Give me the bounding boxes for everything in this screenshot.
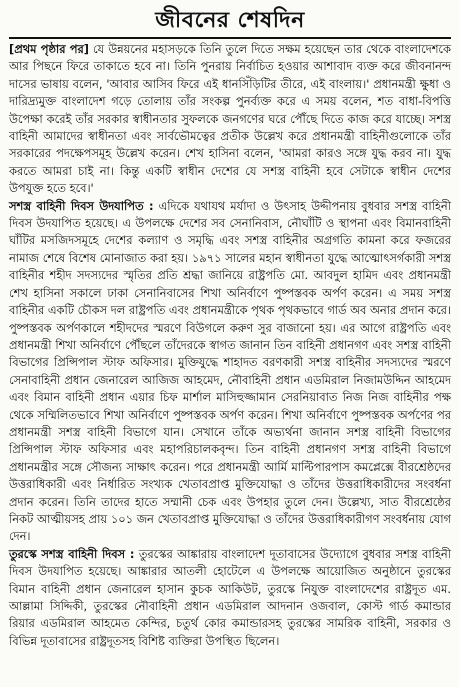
paragraph-1-text: যে উন্নয়নের মহাসড়কে তিনি তুলে দিতে সক্ষম হয়েছেন তার থেকে বাংলাদেশকে আর পিছনে ফিরে তাকাতে হবে না। তিনি পুনরায় নির্বাচিত হওয়ার আশাবাদ ব্যক্ত করে জীবনানন্দ দাসের ভাষায় বলেন, 'আবার আসিব ফিরে এই ধানসিঁড়িটির তীরে, এই বাংলায়।' প্রধানমন্ত্রী ক্ষুধা ও দারিদ্র্যমুক্ত বাংলাদেশ গড়ে তোলায় তাঁর সংকল্প পুনর্ব্যক্ত করে এ সময় বলেন, শত বাধা-বিপত্তি উপেক্ষা করেই তাঁর সরকার স্বাধীনতার সুফলকে জনগণের ঘরে পৌঁছে দিতে কাজ করে যাচ্ছে। সশস্ত্র বাহিনী আমাদের স্বাধীনতা এবং সার্বভৌমত্বের প্রতীক উল্লেখ করে প্রধানমন্ত্রী বাহিনীগুলোকে তাঁর সরকারের পদক্ষেপসমূহ উল্লেখ করেন। শেখ হাসিনা বলেন, 'আমরা কারও সঙ্গে যুদ্ধ করব না। যুদ্ধ করতে আমরা চাই না। কিন্তু একটি স্বাধীন দেশের যে সশস্ত্র বাহিনী হবে সেটাকে স্বাধীন দেশের উপযুক্ত হতে হবে।': [9, 42, 451, 196]
continuation-label: [প্রথম পৃষ্ঠার পর]: [9, 42, 90, 56]
subhead-turkey-armed-forces-day: তুরস্কে সশস্ত্র বাহিনী দিবস :: [9, 546, 135, 561]
article-paragraph-1: [9, 41, 451, 198]
paragraph-3-text: তুরস্কের আঙ্কারায় বাংলাদেশ দূতাবাসের উদ্যোগে বুধবার সশস্ত্র বাহিনী দিবস উদযাপিত হয়েছে। আঙ্কারার আতলী হোটেলে এ উপলক্ষে আয়োজিত অনুষ্ঠানে তুরস্কের বিমান বাহিনী প্রধান জেনারেল হাসান কুচক আকিউট, তুরস্কে নিযুক্ত বাংলাদেশের রাষ্ট্রদূত এম. আল্লামা সিদ্দিকী, তুরস্কের নৌবাহিনী প্রধান এডমিরাল আদনান ওজবাল, কোস্ট গার্ড কমান্ডার রিয়ার এডমিরাল আহমেত কেন্দির, চতুর্থ কোর কমান্ডারসহ তুরস্কের সামরিক বাহিনী, সরকার ও বিভিন্ন দূতাবাসের রাষ্ট্রদূতসহ বিশিষ্ট ব্যক্তিরা উপস্থিত ছিলেন।: [9, 546, 451, 648]
headline-rule: [9, 37, 451, 39]
paragraph-2-text: এদিকে যথাযথ মর্যাদা ও উৎসাহ উদ্দীপনায় বুধবার সশস্ত্র বাহিনী দিবস উদযাপিত হয়েছে। এ উপলক্ষে দেশের সব সেনানিবাস, নৌঘাঁটি ও স্থাপনা এবং বিমানবাহিনী ঘাঁটির মসজিদসমূহে দেশের কল্যাণ ও সমৃদ্ধি এবং সশস্ত্র বাহিনীর অগ্রগতি কামনা করে ফজরের নামাজ শেষে বিশেষ মোনাজাত করা হয়। ১৯৭১ সালের মহান স্বাধীনতা যুদ্ধে আত্মোৎসর্গকারী সশস্ত্র বাহিনীর শহীদ সদস্যদের স্মৃতির প্রতি শ্রদ্ধা জানিয়ে রাষ্ট্রপতি মো. আবদুল হামিদ এবং প্রধানমন্ত্রী শেখ হাসিনা সকালে ঢাকা সেনানিবাসের শিখা অনির্বাণে পুষ্পস্তবক অর্পণ করেন। এ সময় সশস্ত্র বাহিনীর একটি চৌকস দল রাষ্ট্রপতি এবং প্রধানমন্ত্রীকে পৃথক পৃথকভাবে গার্ড অব অনার প্রদান করে। পুষ্পস্তবক অর্পণকালে শহীদদের স্মরণে বিউগলে করুণ সুর বাজানো হয়। এর আগে রাষ্ট্রপতি এবং প্রধানমন্ত্রী শিখা অনির্বাণে পৌঁছলে তাঁদেরকে স্বাগত জানান তিন বাহিনী প্রধানগণ এবং সশস্ত্র বাহিনী বিভাগের প্রিন্সিপাল স্টাফ অফিসার। মুক্তিযুদ্ধে শাহাদত বরণকারী সশস্ত্র বাহিনীর সদস্যদের স্মরণে সেনাবাহিনী প্রধান জেনারেল আজিজ আহমেদ, নৌবাহিনী প্রধান এডমিরাল নিজামউদ্দিন আহমেদ এবং বিমান বাহিনী প্রধান এয়ার চিফ মার্শাল মাসিহুজ্জামান সেরনিয়াবাত নিজ নিজ বাহিনীর পক্ষ থেকে সম্মিলিতভাবে শিখা অনির্বাণে পুষ্পস্তবক অর্পণ করেন। শিখা অনির্বাণে পুষ্পস্তবক অর্পণের পর প্রধানমন্ত্রী সশস্ত্র বাহিনী বিভাগে যান। সেখানে তাঁকে অভ্যর্থনা জানান সশস্ত্র বাহিনী বিভাগের প্রিন্সিপাল স্টাফ অফিসার এবং মহাপরিচালকবৃন্দ। তিন বাহিনী প্রধানগণ সশস্ত্র বাহিনী বিভাগে প্রধানমন্ত্রীর সঙ্গে সৌজন্য সাক্ষাৎ করেন। পরে প্রধানমন্ত্রী আর্মি মাল্টিপারপাস কমপ্লেক্সে বীরশ্রেষ্ঠদের উত্তরাধিকারী এবং নির্ধারিত সংখ্যক খেতাবপ্রাপ্ত মুক্তিযোদ্ধা ও তাঁদের উত্তরাধিকারীদের সংবর্ধনা প্রদান করেন। তিনি তাদের হাতে সম্মানী চেক এবং উপহার তুলে দেন। উল্লেখ্য, সাত বীরশ্রেষ্ঠের নিকট আত্মীয়সহ প্রায় ১০১ জন খেতাবপ্রাপ্ত মুক্তিযোদ্ধা ও তাঁদের উত্তরাধিকারীগণ সংবর্ধনায় যোগ দেন।: [9, 198, 451, 544]
article-headline: জীবনের শেষদিন: [155, 8, 305, 33]
article-paragraph-3: [9, 546, 451, 650]
subhead-armed-forces-day: সশস্ত্র বাহিনী দিবস উদযাপিত :: [9, 198, 154, 213]
article-paragraph-2: [9, 198, 451, 546]
